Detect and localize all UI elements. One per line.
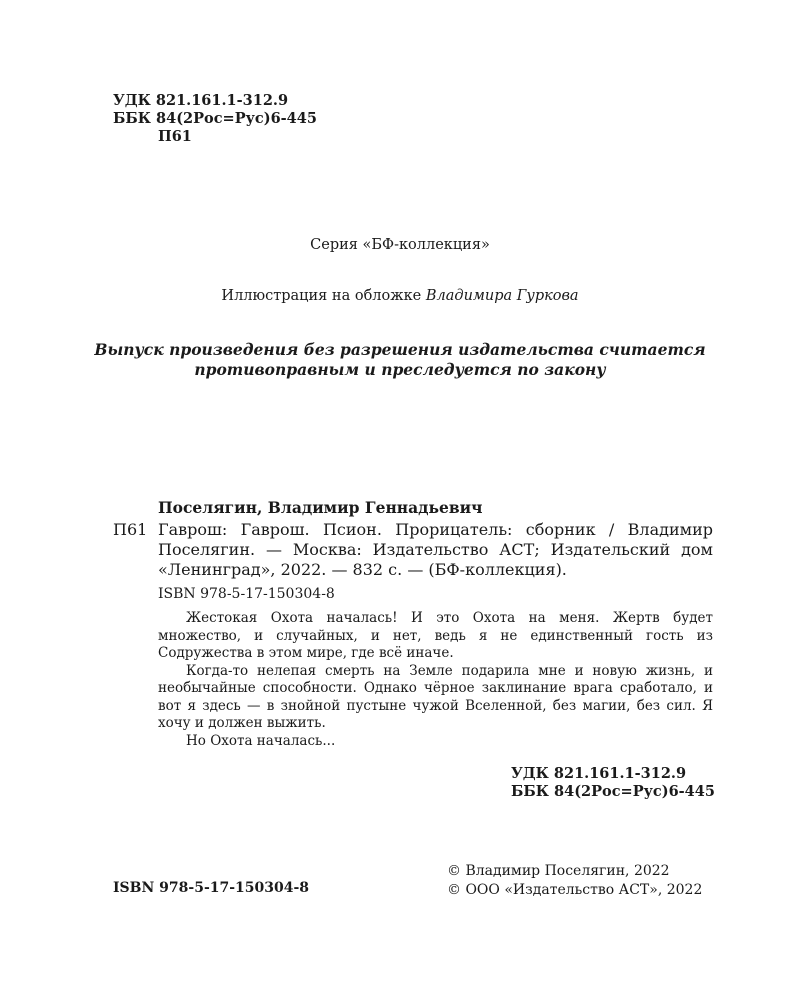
udk-code: УДК 821.161.1-312.9: [113, 92, 289, 109]
copyright-warning: [0, 340, 800, 380]
warning-line-2: противоправным и преследуется по закону: [194, 360, 606, 379]
catalog-author: Поселягин, Владимир Геннадьевич: [158, 498, 483, 517]
classification-block-top: [113, 92, 317, 146]
author-sign-code: П61: [158, 128, 192, 145]
illustration-artist: Владимира Гуркова: [425, 288, 579, 304]
copyright-notice: [447, 862, 702, 900]
annotation-paragraph: Жестокая Охота началась! И это Охота на меня. Жертв будет множество, и случайных, и нет, ведь я не единственный гость из Содружества в этом мире, где всё иначе.: [158, 610, 713, 661]
catalog-code: П61: [113, 520, 148, 539]
series-line: Серия «БФ-коллекция»: [310, 237, 490, 253]
annotation-paragraph: Но Охота началась...: [186, 732, 336, 749]
annotation-paragraph: Когда-то нелепая смерть на Земле подарила мне и новую жизнь, и необычайные способности. Однако чёрное заклинание врага сработало, и вот я здесь — в знойной пустыне чужой Вселенной, без магии, без сил. Я хочу и должен выжить.: [158, 662, 713, 731]
illustration-credit: [0, 288, 800, 304]
bbk-code: ББК 84(2Рос=Рус)6-445: [511, 783, 715, 800]
catalog-description: Гаврош: Гаврош. Псион. Прорицатель: сборник / Владимир Поселягин. — Москва: Издательство АСТ; Издательский дом «Ленинград», 2022. — 832 с. — (БФ-коллекция).: [158, 520, 713, 579]
classification-block-bottom: [511, 765, 715, 801]
warning-line-1: Выпуск произведения без разрешения издательства считается: [94, 340, 706, 359]
catalog-isbn: ISBN 978-5-17-150304-8: [158, 586, 335, 602]
isbn-bottom: ISBN 978-5-17-150304-8: [113, 880, 310, 896]
udk-code: УДК 821.161.1-312.9: [511, 765, 687, 782]
copyright-author: © Владимир Поселягин, 2022: [447, 863, 670, 879]
bbk-code: ББК 84(2Рос=Рус)6-445: [113, 110, 317, 127]
copyright-publisher: © ООО «Издательство АСТ», 2022: [447, 882, 703, 898]
annotation: [158, 610, 713, 750]
illustration-prefix: Иллюстрация на обложке: [221, 288, 426, 304]
